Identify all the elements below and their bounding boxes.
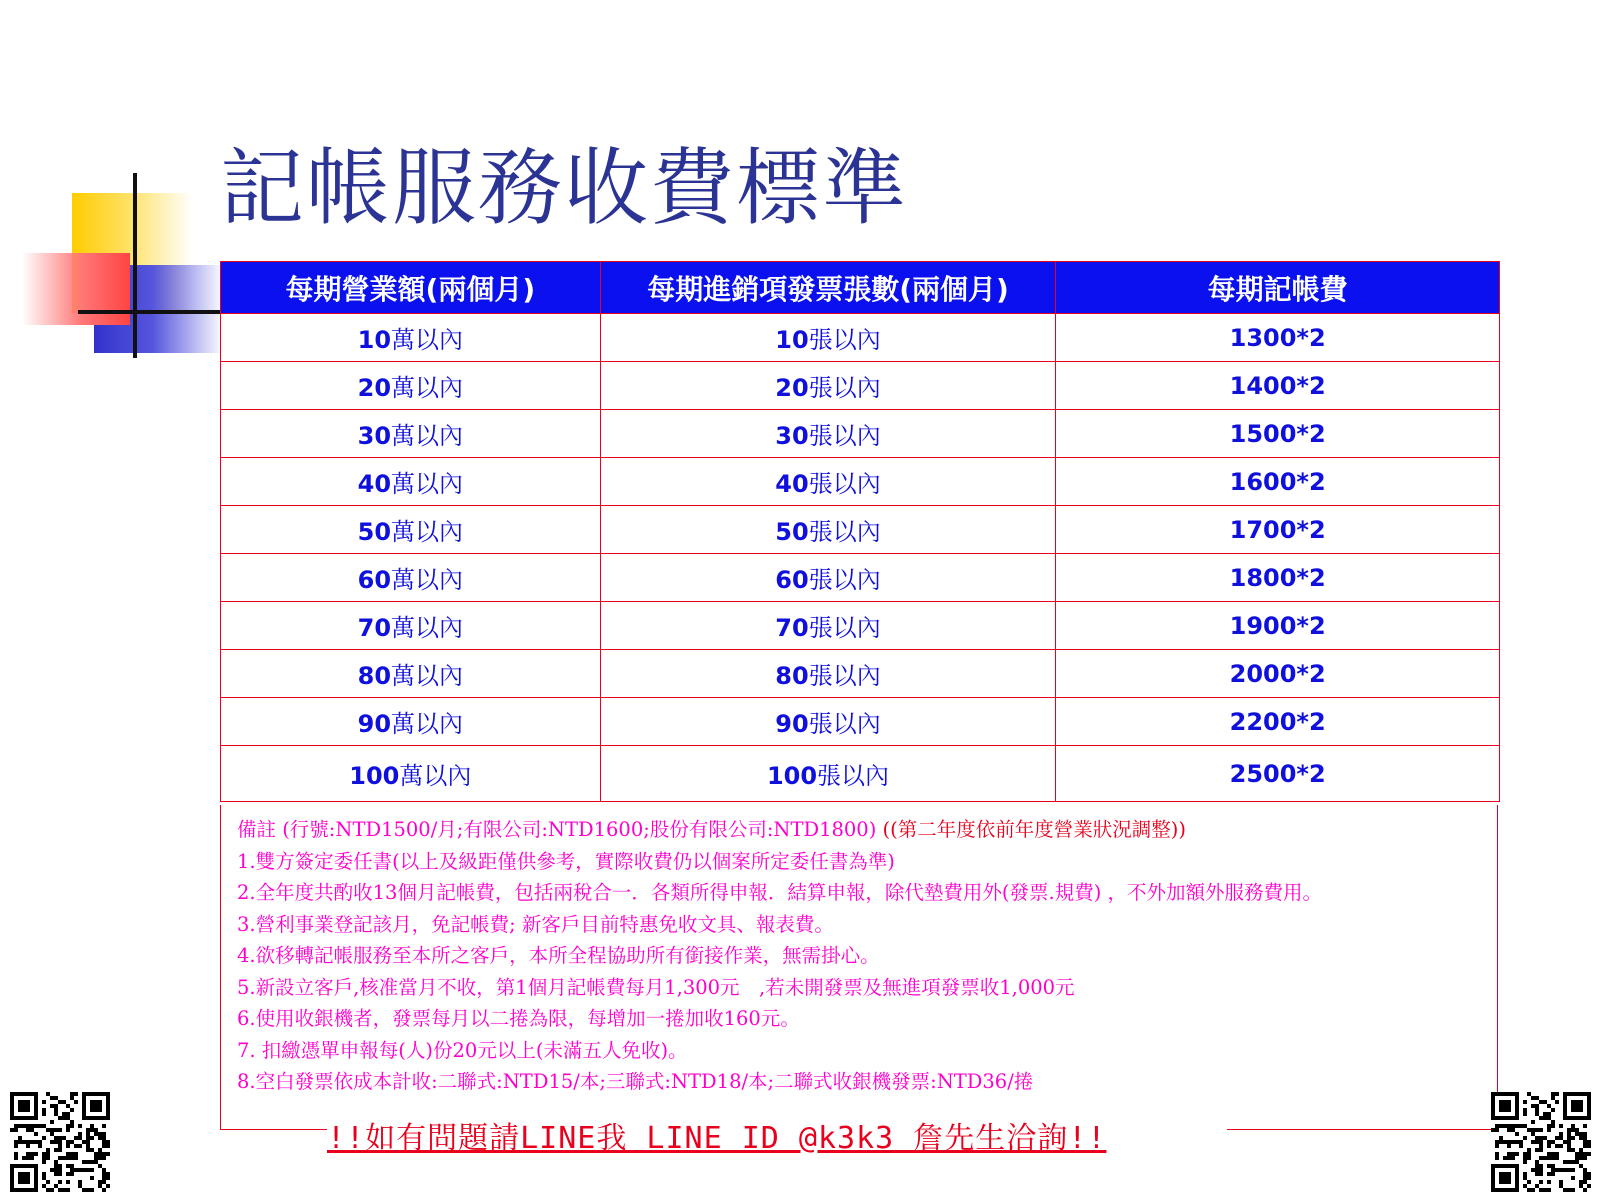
decor-horizontal-line [78,310,228,314]
note-item-4: 4.欲移轉記帳服務至本所之客戶，本所全程協助所有銜接作業，無需掛心。 [237,944,880,967]
cell-invoices-number: 30 [775,422,809,450]
note-item-3: 3.營利事業登記該月，免記帳費; 新客戶目前特惠免收文具、報表費。 [237,912,834,936]
cell-invoices-unit: 張以內 [808,470,881,498]
cell-invoices [600,554,1056,602]
cell-fee: 1500*2 [1056,410,1500,458]
cell-invoices [600,602,1056,650]
cell-fee: 1600*2 [1056,458,1500,506]
cell-revenue-unit: 萬以內 [391,614,464,642]
cell-invoices-number: 90 [775,710,809,738]
cell-revenue [221,602,601,650]
table-row [221,554,1500,602]
cell-revenue-number: 60 [357,566,392,594]
cell-invoices-unit: 張以內 [817,762,890,790]
cell-revenue-unit: 萬以內 [399,762,472,790]
table-row [221,506,1500,554]
cell-invoices-number: 50 [775,518,809,546]
fee-table [220,261,1500,802]
cell-revenue-number: 20 [357,374,392,402]
cell-fee: 1900*2 [1056,602,1500,650]
qr-code-icon [1491,1092,1591,1192]
cell-revenue-unit: 萬以內 [391,566,464,594]
decor-vertical-line [133,173,137,358]
cell-invoices [600,410,1056,458]
cell-revenue-number: 40 [357,470,392,498]
cell-revenue [221,458,601,506]
remark-suffix: ((第二年度依前年度營業狀況調整)) [876,818,1186,841]
cell-fee: 2500*2 [1056,746,1500,802]
cell-revenue [221,362,601,410]
cell-revenue [221,746,601,802]
cell-fee: 2000*2 [1056,650,1500,698]
cell-fee: 1700*2 [1056,506,1500,554]
cell-revenue [221,650,601,698]
remark-prefix: 備註 (行號:NTD1500/月;有限公司:NTD1600;股份有限公司:NTD1800) [237,818,877,841]
cell-invoices-number: 60 [775,566,809,594]
table-row [221,650,1500,698]
cell-revenue-number: 90 [357,710,392,738]
cell-invoices-unit: 張以內 [808,710,881,738]
table-row [221,410,1500,458]
notes-box [220,805,1498,1130]
cell-revenue-unit: 萬以內 [391,422,464,450]
header-invoices: 每期進銷項發票張數(兩個月) [600,262,1056,314]
cell-revenue [221,506,601,554]
cell-invoices-unit: 張以內 [808,614,881,642]
cell-revenue-number: 10 [357,326,392,354]
cell-revenue-number: 70 [357,614,392,642]
cell-fee: 1800*2 [1056,554,1500,602]
cell-invoices-number: 40 [775,470,809,498]
table-header-row [221,262,1500,314]
table-row [221,698,1500,746]
note-item-6: 6.使用收銀機者，發票每月以二捲為限，每增加一捲加收160元。 [237,1007,800,1030]
cell-invoices-unit: 張以內 [808,326,881,354]
cell-invoices [600,650,1056,698]
cell-fee: 1400*2 [1056,362,1500,410]
cell-invoices [600,698,1056,746]
header-fee: 每期記帳費 [1056,262,1500,314]
cell-revenue-unit: 萬以內 [391,326,464,354]
table-row [221,314,1500,362]
cell-invoices-unit: 張以內 [808,518,881,546]
cell-invoices [600,314,1056,362]
cell-revenue [221,698,601,746]
table-row [221,602,1500,650]
cell-revenue-unit: 萬以內 [391,662,464,690]
cell-invoices-number: 80 [775,662,809,690]
note-item-2: 2.全年度共酌收13個月記帳費，包括兩稅合一．各類所得申報．結算申報，除代墊費用外(發票.規費) ，不外加額外服務費用。 [237,881,1323,904]
cell-revenue-unit: 萬以內 [391,470,464,498]
cell-revenue-unit: 萬以內 [391,374,464,402]
decor-red-square [22,253,130,325]
cell-invoices-unit: 張以內 [808,662,881,690]
note-item-7: 7. 扣繳憑單申報每(人)份20元以上(未滿五人免收)。 [237,1038,688,1062]
contact-line: !!如有問題請LINE我 LINE ID @k3k3 詹先生洽詢!! [327,1119,1227,1159]
note-item-8: 8.空白發票依成本計收:二聯式:NTD15/本;三聯式:NTD18/本;二聯式收銀機發票:NTD36/捲 [237,1070,1034,1093]
cell-revenue-number: 100 [349,762,400,790]
cell-invoices-number: 100 [766,762,818,790]
page-title: 記帳服務收費標準 [220,139,909,237]
table-row [221,362,1500,410]
cell-invoices-number: 20 [775,374,809,402]
cell-invoices [600,506,1056,554]
header-revenue: 每期營業額(兩個月) [221,262,601,314]
cell-revenue-unit: 萬以內 [391,710,464,738]
table-row [221,746,1500,802]
cell-invoices [600,362,1056,410]
cell-fee: 1300*2 [1056,314,1500,362]
qr-code-icon [10,1092,110,1192]
cell-revenue [221,554,601,602]
cell-revenue-number: 80 [357,662,392,690]
cell-revenue [221,314,601,362]
cell-fee: 2200*2 [1056,698,1500,746]
cell-invoices-number: 10 [775,326,809,354]
cell-invoices-unit: 張以內 [808,374,881,402]
cell-invoices-unit: 張以內 [808,422,881,450]
note-item-5: 5.新設立客戶,核准當月不收，第1個月記帳費每月1,300元 ,若未開發票及無進項發票收1,000元 [237,975,1075,999]
cell-invoices [600,458,1056,506]
cell-revenue-unit: 萬以內 [391,518,464,546]
remark-line [237,814,1497,846]
cell-invoices-unit: 張以內 [808,566,881,594]
note-item-1: 1.雙方簽定委任書(以上及級距僅供參考，實際收費仍以個案所定委任書為準) [237,849,895,873]
table-row [221,458,1500,506]
cell-revenue-number: 30 [357,422,392,450]
cell-invoices [600,746,1056,802]
cell-revenue [221,410,601,458]
cell-revenue-number: 50 [357,518,392,546]
cell-invoices-number: 70 [775,614,809,642]
